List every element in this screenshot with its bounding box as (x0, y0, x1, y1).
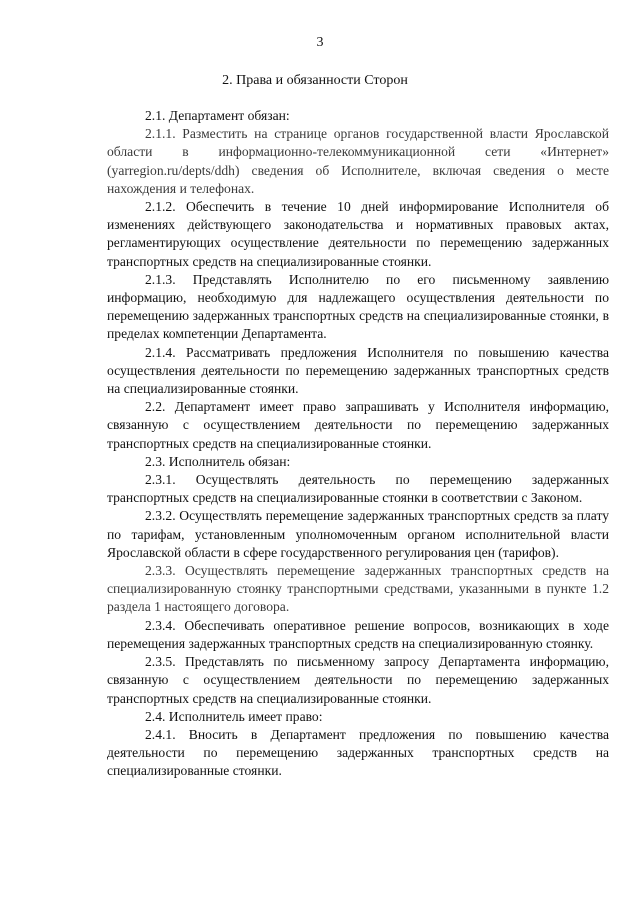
paragraph-2-3: 2.3. Исполнитель обязан: (145, 453, 291, 469)
paragraph-2-1-1: 2.1.1. Разместить на странице органов государственной власти Ярославской области в информационно-телекоммуникационной сети «Интернет» (yarregion.ru/depts/ddh) сведения об Исполнителе, включая сведения о месте нахождения и телефонах. (107, 126, 609, 196)
paragraph-2-1-2: 2.1.2. Обеспечить в течение 10 дней информирование Исполнителя об изменениях действующего законодательства и нормативных правовых актах, регламентирующих осуществление деятельности по перемещению задержанных транспортных средств на специализированные стоянки. (107, 199, 609, 269)
paragraph-2-2: 2.2. Департамент имеет право запрашивать у Исполнителя информацию, связанную с осуществлением деятельности по перемещению задержанных транспортных средств на специализированные стоянки. (107, 399, 609, 451)
paragraph-2-4: 2.4. Исполнитель имеет право: (145, 708, 323, 724)
paragraph-2-1-3: 2.1.3. Представлять Исполнителю по его письменному заявлению информацию, необходимую для надлежащего осуществления деятельности по перемещению задержанных транспортных средств на специализированные стоянки, в пределах компетенции Департамента. (107, 271, 609, 342)
page-number: 3 (316, 35, 324, 50)
paragraph-2-1: 2.1. Департамент обязан: (145, 108, 290, 123)
paragraph-2-4-1: 2.4.1. Вносить в Департамент предложения по повышению качества деятельности по перемещению задержанных транспортных средств на специализированные стоянки. (107, 726, 609, 779)
paragraph-2-3-2: 2.3.2. Осуществлять перемещение задержанных транспортных средств за плату по тарифам, установленным уполномоченным органом исполнительной власти Ярославской области в сфере государственного регулирования цен (тарифов). (107, 508, 609, 560)
paragraph-2-3-5: 2.3.5. Представлять по письменному запросу Департамента информацию, связанную с осуществлением деятельности по перемещению задержанных транспортных средств на специализированные стоянки. (107, 654, 609, 706)
section-title: 2. Права и обязанности Сторон (222, 73, 408, 88)
paragraph-2-1-4: 2.1.4. Рассматривать предложения Исполнителя по повышению качества осуществления деятельности по перемещению задержанных транспортных средств на специализированные стоянки. (107, 344, 609, 397)
paragraph-2-3-1: 2.3.1. Осуществлять деятельность по перемещению задержанных транспортных средств на специализированные стоянки в соответствии с Законом. (107, 472, 609, 506)
section-body (107, 107, 609, 781)
paragraph-2-3-4: 2.3.4. Обеспечивать оперативное решение вопросов, возникающих в ходе перемещения задержанных транспортных средств на специализированную стоянку. (107, 617, 609, 651)
paragraph-2-3-3: 2.3.3. Осуществлять перемещение задержанных транспортных средств на специализированную стоянку транспортными средствами, указанными в пункте 1.2 раздела 1 настоящего договора. (107, 563, 609, 615)
